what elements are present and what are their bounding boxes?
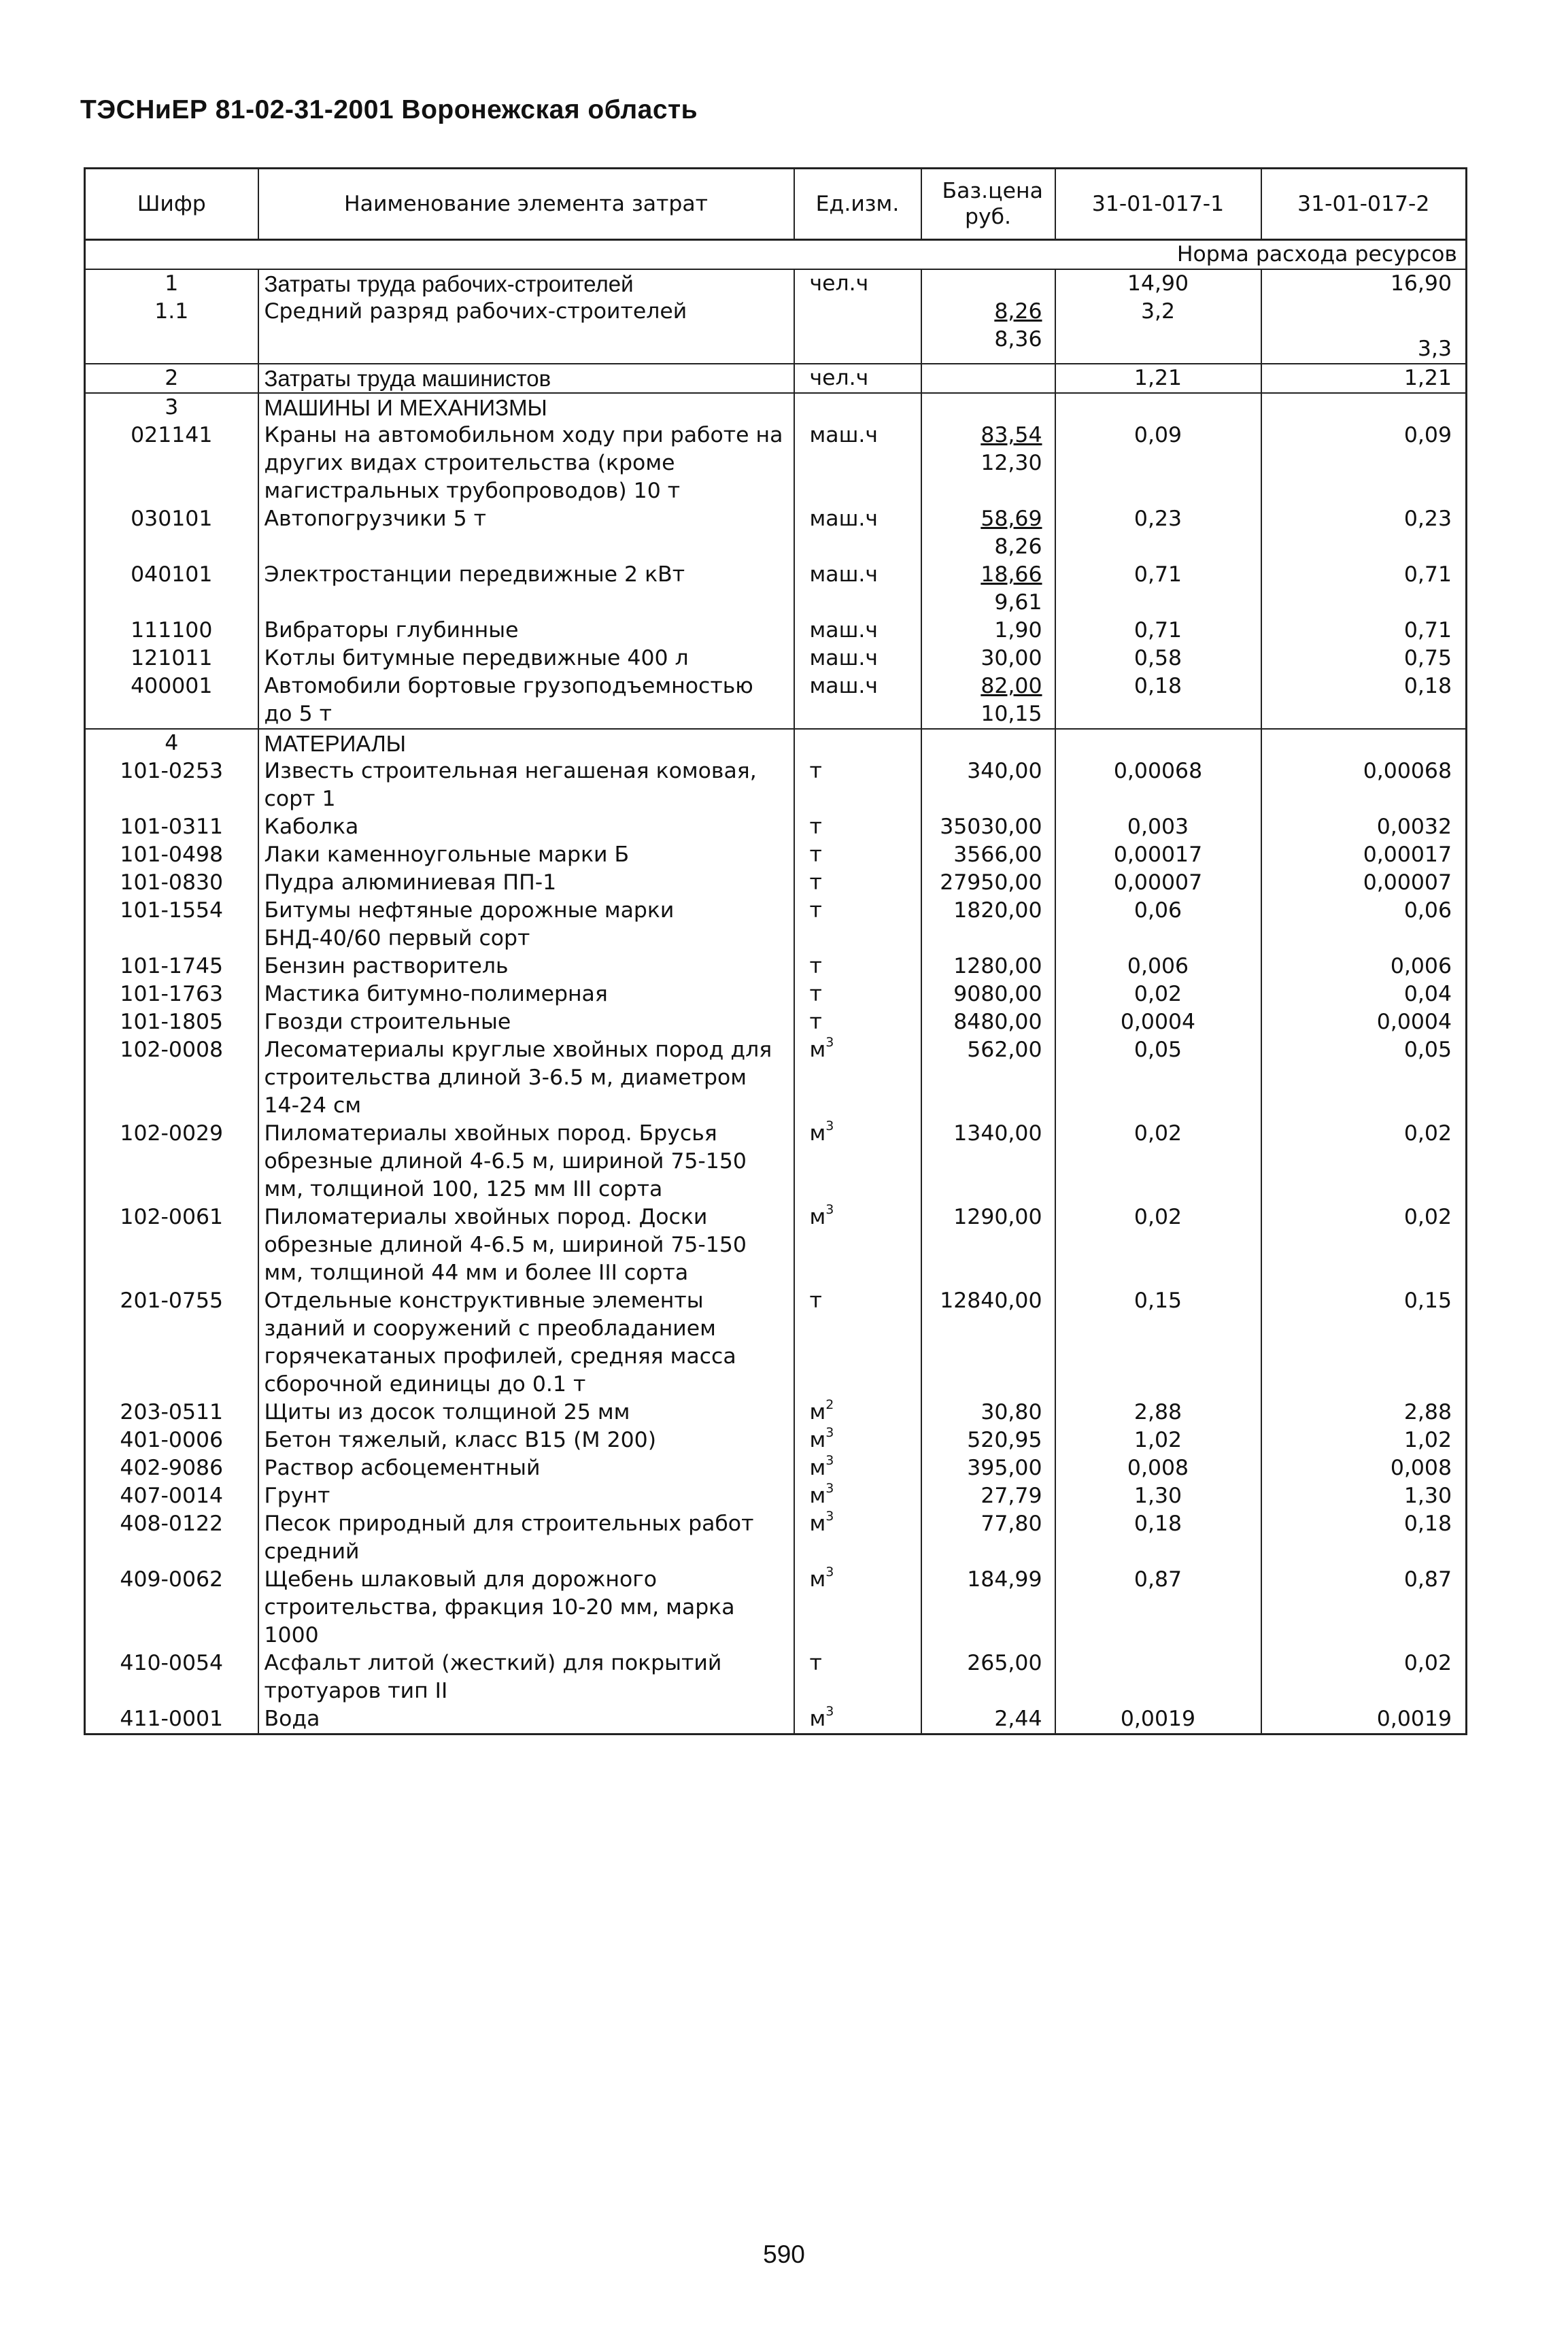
row-unit: т — [809, 954, 822, 978]
row-price-cell — [921, 980, 1055, 1008]
row-value-col2: 0,09 — [1261, 422, 1467, 505]
row-unit-cell — [794, 561, 921, 617]
row-value-col2: 0,0032 — [1261, 813, 1467, 841]
row-value-col2: 1,02 — [1261, 1426, 1467, 1454]
row-value-col1: 1,30 — [1055, 1482, 1261, 1510]
row-name: Автомобили бортовые грузоподъемностью до 5 т — [258, 672, 794, 729]
row-price-cell — [921, 269, 1055, 298]
norm-label: Норма расхода ресурсов — [1055, 240, 1467, 270]
row-unit-cell — [794, 757, 921, 813]
row-code: 1.1 — [85, 298, 258, 364]
table-row — [85, 869, 1467, 897]
row-price: 340,00 — [967, 759, 1042, 783]
row-unit: чел.ч — [809, 271, 869, 296]
row-value-col1: 0,0019 — [1055, 1705, 1261, 1735]
row-unit: м — [809, 1400, 826, 1424]
row-price: 562,00 — [967, 1038, 1042, 1062]
row-price-cell — [921, 1510, 1055, 1566]
row-unit: маш.ч — [809, 507, 879, 531]
row-code: 101-0253 — [85, 757, 258, 813]
row-name: Затраты труда рабочих-строителей — [258, 269, 794, 298]
row-unit-cell — [794, 869, 921, 897]
row-price-cell — [921, 1008, 1055, 1036]
row-value-col2: 0,02 — [1261, 1120, 1467, 1203]
row-code: 3 — [85, 393, 258, 422]
row-code: 030101 — [85, 505, 258, 561]
row-price-cell — [921, 645, 1055, 672]
row-price: 8,26 — [994, 299, 1042, 324]
row-price-cell — [921, 729, 1055, 757]
header-col1: 31-01-017-1 — [1055, 169, 1261, 240]
row-value-col1: 0,23 — [1055, 505, 1261, 561]
row-unit-cell — [794, 813, 921, 841]
row-unit-cell — [794, 298, 921, 364]
row-value-col1: 0,0004 — [1055, 1008, 1261, 1036]
row-unit: чел.ч — [809, 366, 869, 390]
row-value-col1: 0,71 — [1055, 561, 1261, 617]
row-price: 1340,00 — [953, 1121, 1042, 1146]
row-price-cell — [921, 1287, 1055, 1399]
row-price-cell — [921, 298, 1055, 364]
row-value-col2: 0,008 — [1261, 1454, 1467, 1482]
row-price: 9080,00 — [953, 982, 1042, 1006]
row-value-col1: 0,71 — [1055, 617, 1261, 645]
row-price: 77,80 — [981, 1511, 1042, 1536]
row-price-cell — [921, 1454, 1055, 1482]
row-code: 2 — [85, 364, 258, 393]
header-col2: 31-01-017-2 — [1261, 169, 1467, 240]
row-name: Лесоматериалы круглые хвойных пород для строительства длиной 3-6.5 м, диаметром 14-24 см — [258, 1036, 794, 1120]
norm-label-row — [85, 240, 1467, 270]
row-name: Асфальт литой (жесткий) для покрытий тротуаров тип II — [258, 1650, 794, 1705]
row-code: 400001 — [85, 672, 258, 729]
row-unit-cell — [794, 1426, 921, 1454]
row-unit: м — [809, 1038, 826, 1062]
row-unit-exponent: 3 — [825, 1424, 834, 1440]
table-row — [85, 1287, 1467, 1399]
row-code: 102-0061 — [85, 1203, 258, 1287]
row-unit: маш.ч — [809, 423, 879, 447]
row-code: 101-1745 — [85, 953, 258, 980]
row-value-col2: 0,06 — [1261, 897, 1467, 953]
row-value-col1 — [1055, 1650, 1261, 1705]
row-code: 102-0008 — [85, 1036, 258, 1120]
row-price: 1280,00 — [953, 954, 1042, 978]
table-row — [85, 1510, 1467, 1566]
row-unit: м — [809, 1121, 826, 1146]
row-value-col1: 0,15 — [1055, 1287, 1261, 1399]
row-unit: т — [809, 842, 822, 867]
row-unit-cell — [794, 897, 921, 953]
header-code: Шифр — [85, 169, 258, 240]
table-row — [85, 1705, 1467, 1735]
row-unit: т — [809, 1010, 822, 1034]
table-row — [85, 1566, 1467, 1650]
row-price-cell — [921, 1399, 1055, 1426]
row-name: Автопогрузчики 5 т — [258, 505, 794, 561]
table-row — [85, 1482, 1467, 1510]
row-value-col1: 0,18 — [1055, 1510, 1261, 1566]
row-unit-cell — [794, 1705, 921, 1735]
row-value-col2: 0,18 — [1261, 672, 1467, 729]
row-unit: маш.ч — [809, 562, 879, 587]
row-price: 3566,00 — [953, 842, 1042, 867]
row-value-col1: 0,18 — [1055, 672, 1261, 729]
row-unit-cell — [794, 980, 921, 1008]
row-name: Бензин растворитель — [258, 953, 794, 980]
row-value-col2: 1,21 — [1261, 364, 1467, 393]
header-price: Баз.цена руб. — [921, 169, 1055, 240]
row-price-cell — [921, 1120, 1055, 1203]
row-name: Отдельные конструктивные элементы зданий и сооружений с преобладанием горячекатаных профилей, средняя масса сборочной единицы до 0.1 т — [258, 1287, 794, 1399]
row-price-cell — [921, 1566, 1055, 1650]
row-price-cell — [921, 422, 1055, 505]
row-name: Каболка — [258, 813, 794, 841]
row-price-cell — [921, 869, 1055, 897]
row-name: Вибраторы глубинные — [258, 617, 794, 645]
table-row — [85, 953, 1467, 980]
row-value-col1: 2,88 — [1055, 1399, 1261, 1426]
table-row — [85, 1036, 1467, 1120]
table-row — [85, 561, 1467, 617]
row-code: 203-0511 — [85, 1399, 258, 1426]
row-price-cell — [921, 561, 1055, 617]
row-price-secondary: 12,30 — [981, 451, 1042, 475]
row-value-col1: 0,00017 — [1055, 841, 1261, 869]
row-price: 58,69 — [981, 507, 1042, 531]
row-code: 4 — [85, 729, 258, 757]
row-unit-cell — [794, 422, 921, 505]
row-price: 1820,00 — [953, 898, 1042, 923]
row-value-col2: 0,87 — [1261, 1566, 1467, 1650]
table-row — [85, 757, 1467, 813]
table-row — [85, 729, 1467, 757]
row-value-col2: 0,71 — [1261, 617, 1467, 645]
row-unit-exponent: 3 — [825, 1480, 834, 1496]
row-unit-cell — [794, 1482, 921, 1510]
row-name: Песок природный для строительных работ средний — [258, 1510, 794, 1566]
row-name: Электростанции передвижные 2 кВт — [258, 561, 794, 617]
table-row — [85, 897, 1467, 953]
row-unit: м — [809, 1428, 826, 1452]
row-value-col2: 0,04 — [1261, 980, 1467, 1008]
row-unit: м — [809, 1456, 826, 1480]
row-value-col1: 1,02 — [1055, 1426, 1261, 1454]
row-value-col2: 0,00068 — [1261, 757, 1467, 813]
row-name: Пиломатериалы хвойных пород. Брусья обрезные длиной 4-6.5 м, шириной 75-150 мм, толщиной 100, 125 мм III сорта — [258, 1120, 794, 1203]
row-unit-cell — [794, 645, 921, 672]
row-price-secondary: 8,26 — [994, 534, 1042, 559]
row-unit-cell — [794, 393, 921, 422]
table-row — [85, 645, 1467, 672]
row-value-col1: 0,09 — [1055, 422, 1261, 505]
row-price-cell — [921, 1426, 1055, 1454]
row-price: 1,90 — [994, 618, 1042, 643]
row-code: 101-1554 — [85, 897, 258, 953]
header-name: Наименование элемента затрат — [258, 169, 794, 240]
row-unit: маш.ч — [809, 618, 879, 643]
row-name: Пиломатериалы хвойных пород. Доски обрезные длиной 4-6.5 м, шириной 75-150 мм, толщиной 44 мм и более III сорта — [258, 1203, 794, 1287]
table-row — [85, 1008, 1467, 1036]
row-price: 2,44 — [994, 1707, 1042, 1731]
row-unit-cell — [794, 672, 921, 729]
row-price-cell — [921, 672, 1055, 729]
row-unit-cell — [794, 269, 921, 298]
row-code: 102-0029 — [85, 1120, 258, 1203]
row-value-col2: 0,00007 — [1261, 869, 1467, 897]
row-name: Средний разряд рабочих-строителей — [258, 298, 794, 364]
row-unit-cell — [794, 505, 921, 561]
row-code: 401-0006 — [85, 1426, 258, 1454]
table-row — [85, 841, 1467, 869]
row-code: 101-0311 — [85, 813, 258, 841]
row-value-col1: 0,87 — [1055, 1566, 1261, 1650]
row-code: 201-0755 — [85, 1287, 258, 1399]
table-row — [85, 617, 1467, 645]
row-name: Котлы битумные передвижные 400 л — [258, 645, 794, 672]
row-unit: т — [809, 815, 822, 839]
row-value-col2: 16,90 — [1261, 269, 1467, 298]
row-value-col2: 0,0004 — [1261, 1008, 1467, 1036]
row-unit: т — [809, 759, 822, 783]
row-unit: т — [809, 982, 822, 1006]
row-price-cell — [921, 364, 1055, 393]
row-unit-exponent: 3 — [825, 1508, 834, 1524]
row-unit-exponent: 3 — [825, 1034, 834, 1050]
row-name: Гвозди строительные — [258, 1008, 794, 1036]
row-value-col1: 3,2 — [1055, 298, 1261, 364]
table-row — [85, 505, 1467, 561]
row-unit-cell — [794, 1036, 921, 1120]
row-unit: маш.ч — [809, 674, 879, 698]
row-price: 18,66 — [981, 562, 1042, 587]
row-unit-cell — [794, 364, 921, 393]
row-price-cell — [921, 1705, 1055, 1735]
row-value-col1 — [1055, 393, 1261, 422]
row-code: 410-0054 — [85, 1650, 258, 1705]
row-value-col2: 1,30 — [1261, 1482, 1467, 1510]
row-value-col2: 0,23 — [1261, 505, 1467, 561]
row-price: 520,95 — [967, 1428, 1042, 1452]
row-name: Вода — [258, 1705, 794, 1735]
table-row — [85, 364, 1467, 393]
row-code: 1 — [85, 269, 258, 298]
row-value-col2: 0,02 — [1261, 1203, 1467, 1287]
row-value-col2: 0,15 — [1261, 1287, 1467, 1399]
row-value-col1: 0,02 — [1055, 1120, 1261, 1203]
table-row — [85, 422, 1467, 505]
row-unit-cell — [794, 953, 921, 980]
row-unit-cell — [794, 729, 921, 757]
row-name: Затраты труда машинистов — [258, 364, 794, 393]
row-value-col2: 0,02 — [1261, 1650, 1467, 1705]
row-unit-cell — [794, 1399, 921, 1426]
row-code: 101-1763 — [85, 980, 258, 1008]
row-unit: м — [809, 1567, 826, 1592]
row-unit-exponent: 3 — [825, 1201, 834, 1217]
row-unit-cell — [794, 1454, 921, 1482]
row-price-cell — [921, 1650, 1055, 1705]
row-unit: т — [809, 898, 822, 923]
document-title: ТЭСНиЕР 81-02-31-2001 Воронежская область — [80, 95, 698, 124]
row-name: Мастика битумно-полимерная — [258, 980, 794, 1008]
row-unit-cell — [794, 1008, 921, 1036]
resource-table — [84, 167, 1467, 1735]
row-value-col2: 3,3 — [1261, 298, 1467, 364]
header-row — [85, 169, 1467, 240]
row-value-col1 — [1055, 729, 1261, 757]
row-unit-exponent: 3 — [825, 1118, 834, 1133]
row-unit-cell — [794, 617, 921, 645]
row-price: 83,54 — [981, 423, 1042, 447]
row-code: 411-0001 — [85, 1705, 258, 1735]
row-name: Известь строительная негашеная комовая, сорт 1 — [258, 757, 794, 813]
row-value-col1: 14,90 — [1055, 269, 1261, 298]
row-name: Раствор асбоцементный — [258, 1454, 794, 1482]
row-price: 265,00 — [967, 1651, 1042, 1675]
table-row — [85, 393, 1467, 422]
row-value-col2: 0,0019 — [1261, 1705, 1467, 1735]
row-price-cell — [921, 617, 1055, 645]
row-unit: м — [809, 1511, 826, 1536]
row-price-cell — [921, 505, 1055, 561]
row-unit-cell — [794, 1510, 921, 1566]
row-value-col1: 0,006 — [1055, 953, 1261, 980]
row-price: 30,00 — [981, 646, 1042, 670]
row-unit-exponent: 2 — [825, 1397, 834, 1412]
row-value-col2 — [1261, 729, 1467, 757]
row-price-cell — [921, 1203, 1055, 1287]
row-price: 395,00 — [967, 1456, 1042, 1480]
row-value-col1: 0,05 — [1055, 1036, 1261, 1120]
row-name: Битумы нефтяные дорожные марки БНД-40/60 первый сорт — [258, 897, 794, 953]
table-row — [85, 1426, 1467, 1454]
row-unit-cell — [794, 1287, 921, 1399]
row-price-cell — [921, 757, 1055, 813]
row-name: Краны на автомобильном ходу при работе на других видах строительства (кроме магистральных трубопроводов) 10 т — [258, 422, 794, 505]
row-code: 407-0014 — [85, 1482, 258, 1510]
table-row — [85, 269, 1467, 298]
row-unit: т — [809, 870, 822, 895]
row-price-cell — [921, 897, 1055, 953]
row-price-secondary: 10,15 — [981, 702, 1042, 726]
row-price-cell — [921, 813, 1055, 841]
row-name: Пудра алюминиевая ПП-1 — [258, 869, 794, 897]
row-code: 101-0498 — [85, 841, 258, 869]
table-row — [85, 1650, 1467, 1705]
row-name: МАТЕРИАЛЫ — [258, 729, 794, 757]
row-unit-cell — [794, 1203, 921, 1287]
row-value-col2: 0,00017 — [1261, 841, 1467, 869]
row-value-col2: 0,71 — [1261, 561, 1467, 617]
table-row — [85, 1120, 1467, 1203]
row-value-col1: 0,003 — [1055, 813, 1261, 841]
row-value-col2: 0,006 — [1261, 953, 1467, 980]
row-price: 1290,00 — [953, 1205, 1042, 1229]
row-name: МАШИНЫ И МЕХАНИЗМЫ — [258, 393, 794, 422]
row-unit: м — [809, 1484, 826, 1508]
row-price-cell — [921, 841, 1055, 869]
row-code: 101-0830 — [85, 869, 258, 897]
row-code: 121011 — [85, 645, 258, 672]
row-unit-cell — [794, 1566, 921, 1650]
header-unit: Ед.изм. — [794, 169, 921, 240]
row-name: Щебень шлаковый для дорожного строительства, фракция 10-20 мм, марка 1000 — [258, 1566, 794, 1650]
row-unit-exponent: 3 — [825, 1564, 834, 1579]
row-code: 402-9086 — [85, 1454, 258, 1482]
row-unit-cell — [794, 841, 921, 869]
row-code: 021141 — [85, 422, 258, 505]
row-unit: маш.ч — [809, 646, 879, 670]
row-value-col1: 0,00068 — [1055, 757, 1261, 813]
row-name: Щиты из досок толщиной 25 мм — [258, 1399, 794, 1426]
row-value-col1: 0,00007 — [1055, 869, 1261, 897]
page-number: 590 — [763, 2240, 805, 2268]
row-name: Бетон тяжелый, класс В15 (М 200) — [258, 1426, 794, 1454]
row-value-col1: 0,58 — [1055, 645, 1261, 672]
row-price: 27,79 — [981, 1484, 1042, 1508]
row-unit: т — [809, 1288, 822, 1313]
row-code: 409-0062 — [85, 1566, 258, 1650]
row-value-col2: 2,88 — [1261, 1399, 1467, 1426]
table-row — [85, 1203, 1467, 1287]
row-unit-exponent: 3 — [825, 1703, 834, 1719]
row-price-secondary: 9,61 — [994, 590, 1042, 615]
table-row — [85, 813, 1467, 841]
row-code: 408-0122 — [85, 1510, 258, 1566]
row-value-col2: 0,75 — [1261, 645, 1467, 672]
row-value-col1: 0,008 — [1055, 1454, 1261, 1482]
table-row — [85, 980, 1467, 1008]
row-price-cell — [921, 393, 1055, 422]
row-unit: т — [809, 1651, 822, 1675]
row-value-col1: 0,02 — [1055, 980, 1261, 1008]
row-value-col1: 1,21 — [1055, 364, 1261, 393]
row-price: 82,00 — [981, 674, 1042, 698]
row-price-secondary: 8,36 — [994, 327, 1042, 352]
row-code: 040101 — [85, 561, 258, 617]
row-price: 30,80 — [981, 1400, 1042, 1424]
row-unit-exponent: 3 — [825, 1452, 834, 1468]
row-unit-cell — [794, 1120, 921, 1203]
row-value-col2: 0,05 — [1261, 1036, 1467, 1120]
table-row — [85, 298, 1467, 364]
row-code: 101-1805 — [85, 1008, 258, 1036]
row-price-cell — [921, 1482, 1055, 1510]
row-name: Лаки каменноугольные марки Б — [258, 841, 794, 869]
row-price: 8480,00 — [953, 1010, 1042, 1034]
row-price-cell — [921, 1036, 1055, 1120]
row-name: Грунт — [258, 1482, 794, 1510]
table-row — [85, 1399, 1467, 1426]
row-unit: м — [809, 1205, 826, 1229]
row-value-col1: 0,06 — [1055, 897, 1261, 953]
row-price: 35030,00 — [940, 815, 1042, 839]
row-unit: м — [809, 1707, 826, 1731]
row-price: 27950,00 — [940, 870, 1042, 895]
row-value-col2 — [1261, 393, 1467, 422]
row-price-cell — [921, 953, 1055, 980]
row-value-col1: 0,02 — [1055, 1203, 1261, 1287]
row-unit-cell — [794, 1650, 921, 1705]
table-row — [85, 672, 1467, 729]
row-price: 184,99 — [967, 1567, 1042, 1592]
table-row — [85, 1454, 1467, 1482]
row-value-col2: 0,18 — [1261, 1510, 1467, 1566]
row-code: 111100 — [85, 617, 258, 645]
row-price: 12840,00 — [940, 1288, 1042, 1313]
